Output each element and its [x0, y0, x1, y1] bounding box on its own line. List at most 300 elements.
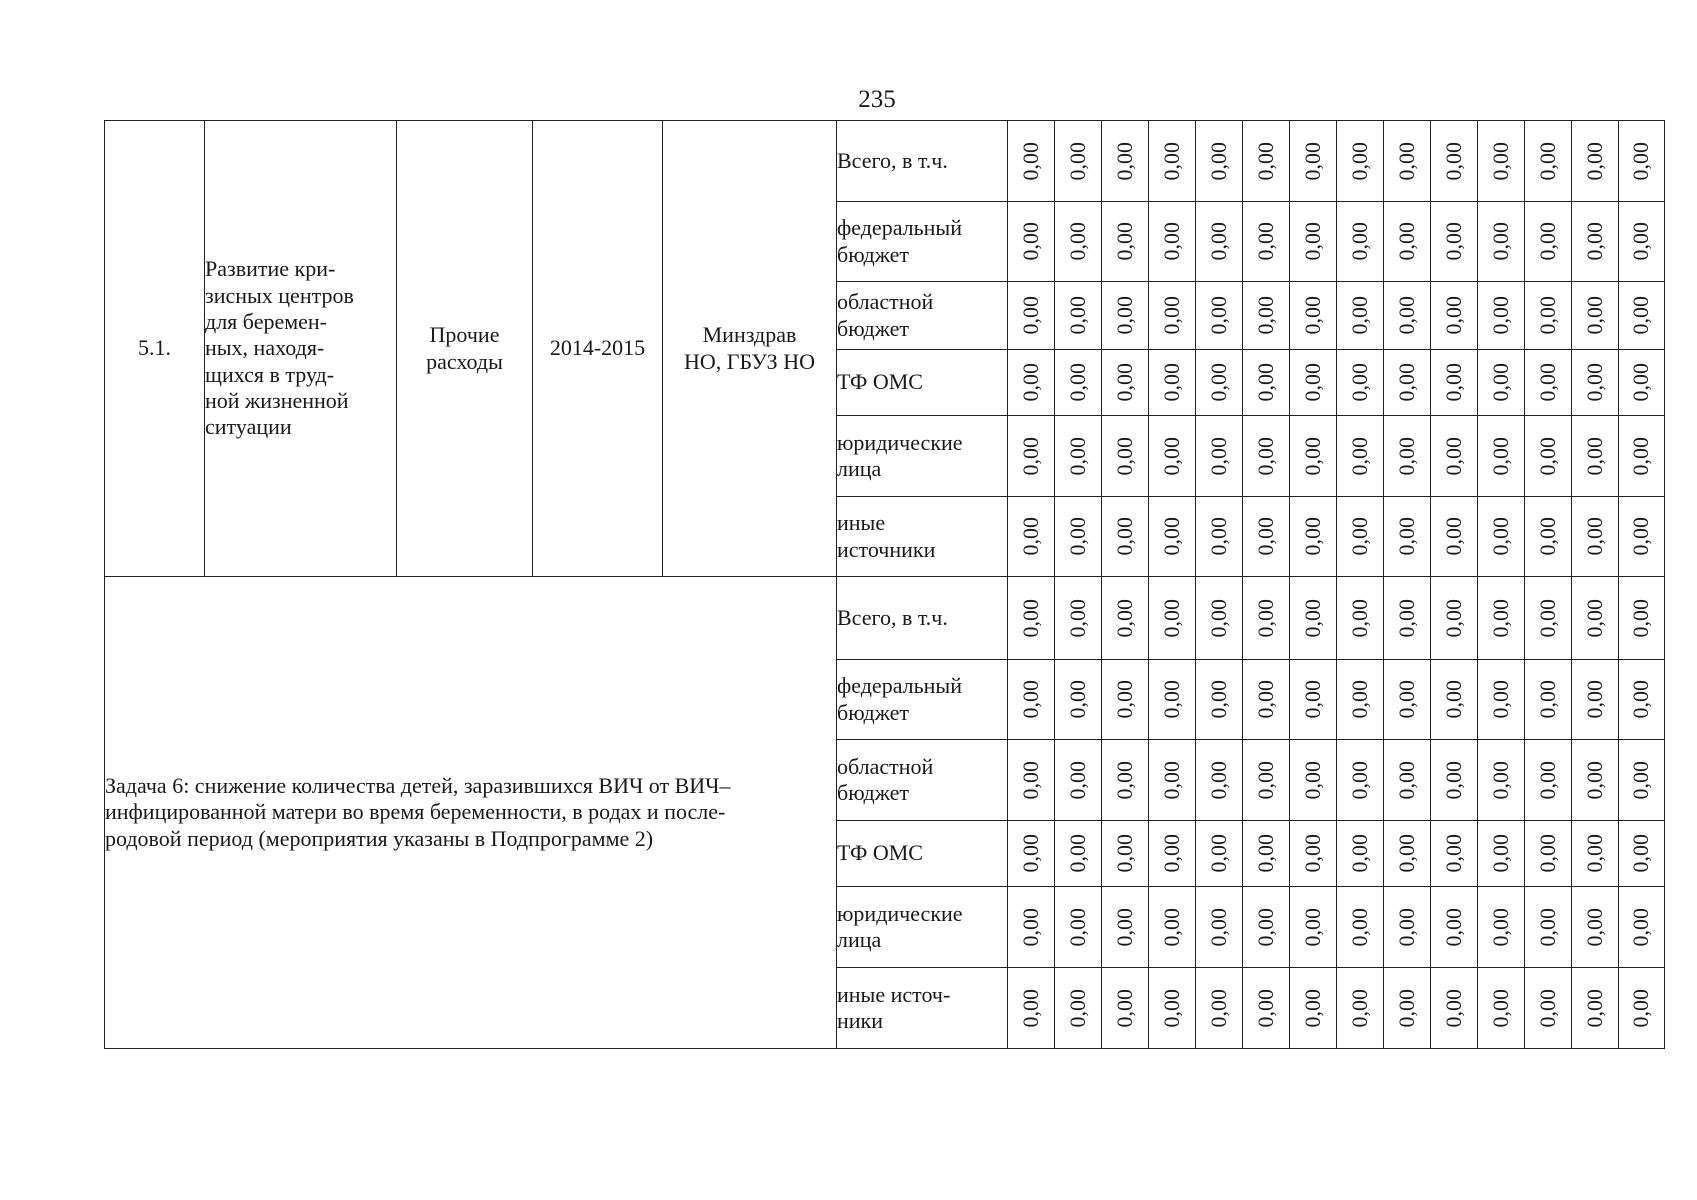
value-cell	[1384, 887, 1431, 968]
value-cell	[1102, 121, 1149, 202]
source-label	[837, 821, 1008, 887]
value-text: 0,00	[1064, 296, 1090, 335]
value-cell	[1337, 497, 1384, 577]
value-text: 0,00	[1346, 436, 1372, 476]
value-cell	[1337, 121, 1384, 202]
value-text: 0,00	[1581, 141, 1607, 181]
value-text: 0,00	[1393, 988, 1419, 1028]
value-cell	[1055, 416, 1102, 497]
value-text: 0,00	[1111, 517, 1137, 556]
value-text: 0,00	[1111, 296, 1137, 335]
value-text: 0,00	[1346, 907, 1372, 947]
value-cell	[1008, 350, 1055, 416]
value-text: 0,00	[1440, 363, 1466, 402]
value-text: 0,00	[1628, 907, 1654, 947]
value-cell	[1478, 121, 1525, 202]
value-text: 0,00	[1299, 436, 1325, 476]
value-cell	[1619, 740, 1665, 821]
value-cell	[1525, 968, 1572, 1049]
value-text: 0,00	[1111, 760, 1137, 800]
value-text: 0,00	[1299, 141, 1325, 181]
value-cell	[1243, 968, 1290, 1049]
source-label-text: областной бюджет	[837, 753, 934, 805]
value-text: 0,00	[1628, 760, 1654, 800]
value-text: 0,00	[1205, 222, 1231, 261]
value-cell	[1572, 202, 1619, 282]
value-text: 0,00	[1487, 436, 1513, 476]
value-cell	[1055, 821, 1102, 887]
value-text: 0,00	[1487, 517, 1513, 556]
source-label-text: федеральный бюджет	[837, 215, 962, 267]
value-text: 0,00	[1252, 907, 1278, 947]
value-cell	[1243, 821, 1290, 887]
value-cell	[1572, 121, 1619, 202]
value-cell	[1337, 821, 1384, 887]
value-cell	[1149, 121, 1196, 202]
value-cell	[1243, 350, 1290, 416]
value-cell	[1431, 350, 1478, 416]
value-cell	[1055, 968, 1102, 1049]
value-cell	[1243, 740, 1290, 821]
value-text: 0,00	[1346, 760, 1372, 800]
value-cell	[1196, 350, 1243, 416]
value-cell	[1102, 577, 1149, 660]
value-text: 0,00	[1205, 760, 1231, 800]
source-label-text: областной бюджет	[837, 289, 934, 341]
value-text: 0,00	[1440, 760, 1466, 800]
value-text: 0,00	[1205, 363, 1231, 402]
value-text: 0,00	[1393, 141, 1419, 181]
value-text: 0,00	[1346, 141, 1372, 181]
value-text: 0,00	[1440, 834, 1466, 873]
value-text: 0,00	[1393, 598, 1419, 638]
value-cell	[1290, 660, 1337, 740]
value-cell	[1008, 416, 1055, 497]
value-text: 0,00	[1064, 222, 1090, 261]
value-cell	[1337, 350, 1384, 416]
source-label-text: ТФ ОМС	[837, 369, 923, 395]
value-text: 0,00	[1628, 598, 1654, 638]
measure-number-text: 5.1.	[138, 335, 171, 361]
value-text: 0,00	[1252, 988, 1278, 1028]
value-cell	[1384, 740, 1431, 821]
value-text: 0,00	[1158, 141, 1184, 181]
value-cell	[1102, 821, 1149, 887]
value-cell	[1243, 121, 1290, 202]
value-text: 0,00	[1158, 598, 1184, 638]
value-text: 0,00	[1487, 760, 1513, 800]
value-cell	[1290, 577, 1337, 660]
value-text: 0,00	[1440, 222, 1466, 261]
value-cell	[1478, 202, 1525, 282]
value-text: 0,00	[1487, 598, 1513, 638]
value-cell	[1525, 887, 1572, 968]
value-text: 0,00	[1299, 296, 1325, 335]
value-cell	[1196, 740, 1243, 821]
value-cell	[1525, 121, 1572, 202]
value-text: 0,00	[1440, 517, 1466, 556]
value-text: 0,00	[1252, 834, 1278, 873]
task-section	[105, 577, 1665, 1049]
expense-type-text: Прочие расходы	[426, 322, 503, 374]
value-cell	[1149, 887, 1196, 968]
value-text: 0,00	[1205, 680, 1231, 719]
value-cell	[1196, 497, 1243, 577]
value-text: 0,00	[1064, 363, 1090, 402]
value-text: 0,00	[1017, 296, 1043, 335]
value-text: 0,00	[1487, 363, 1513, 402]
value-cell	[1572, 660, 1619, 740]
value-text: 0,00	[1111, 834, 1137, 873]
value-cell	[1102, 740, 1149, 821]
value-text: 0,00	[1111, 598, 1137, 638]
measure-section	[105, 121, 1665, 577]
value-cell	[1572, 350, 1619, 416]
measure-name-text: Развитие кри- зисных центров для беремен- ных, находя- щихся в труд- ной жизненной ситуации	[205, 256, 354, 440]
value-text: 0,00	[1017, 517, 1043, 556]
value-cell	[1384, 121, 1431, 202]
source-label	[837, 968, 1008, 1049]
value-text: 0,00	[1158, 907, 1184, 947]
value-text: 0,00	[1158, 834, 1184, 873]
value-cell	[1572, 887, 1619, 968]
budget-table	[104, 120, 1665, 1049]
value-cell	[1102, 202, 1149, 282]
value-cell	[1619, 821, 1665, 887]
value-text: 0,00	[1487, 222, 1513, 261]
value-text: 0,00	[1299, 363, 1325, 402]
value-cell	[1008, 887, 1055, 968]
value-text: 0,00	[1346, 834, 1372, 873]
value-cell	[1478, 740, 1525, 821]
value-cell	[1149, 660, 1196, 740]
task-description-text: Задача 6: снижение количества детей, заразившихся ВИЧ от ВИЧ– инфицированной матери во время беременности, в родах и после- родовой период (мероприятия указаны в Подпрограмме 2)	[105, 772, 731, 851]
value-cell	[1196, 416, 1243, 497]
value-text: 0,00	[1581, 760, 1607, 800]
value-cell	[1478, 497, 1525, 577]
value-cell	[1149, 202, 1196, 282]
source-label-text: ТФ ОМС	[837, 840, 923, 866]
value-cell	[1290, 497, 1337, 577]
value-cell	[1384, 202, 1431, 282]
value-text: 0,00	[1064, 598, 1090, 638]
value-text: 0,00	[1252, 517, 1278, 556]
value-text: 0,00	[1628, 222, 1654, 261]
value-cell	[1384, 968, 1431, 1049]
value-text: 0,00	[1158, 222, 1184, 261]
value-text: 0,00	[1393, 222, 1419, 261]
value-text: 0,00	[1628, 988, 1654, 1028]
expense-type	[397, 121, 533, 577]
value-cell	[1431, 282, 1478, 350]
value-text: 0,00	[1158, 517, 1184, 556]
value-cell	[1196, 282, 1243, 350]
source-label	[837, 740, 1008, 821]
value-text: 0,00	[1393, 296, 1419, 335]
value-text: 0,00	[1487, 141, 1513, 181]
value-cell	[1196, 202, 1243, 282]
value-cell	[1290, 121, 1337, 202]
value-text: 0,00	[1205, 517, 1231, 556]
value-cell	[1149, 968, 1196, 1049]
value-cell	[1478, 282, 1525, 350]
value-text: 0,00	[1534, 760, 1560, 800]
value-cell	[1384, 660, 1431, 740]
value-text: 0,00	[1017, 141, 1043, 181]
value-text: 0,00	[1205, 296, 1231, 335]
value-text: 0,00	[1393, 436, 1419, 476]
value-text: 0,00	[1581, 907, 1607, 947]
value-cell	[1431, 660, 1478, 740]
value-text: 0,00	[1581, 296, 1607, 335]
value-cell	[1572, 740, 1619, 821]
value-text: 0,00	[1252, 141, 1278, 181]
value-text: 0,00	[1017, 680, 1043, 719]
source-label	[837, 497, 1008, 577]
value-text: 0,00	[1440, 907, 1466, 947]
value-cell	[1525, 202, 1572, 282]
value-text: 0,00	[1252, 222, 1278, 261]
value-text: 0,00	[1205, 436, 1231, 476]
task-description	[105, 577, 837, 1049]
source-label	[837, 202, 1008, 282]
value-cell	[1337, 577, 1384, 660]
value-cell	[1431, 821, 1478, 887]
value-text: 0,00	[1111, 141, 1137, 181]
value-cell	[1431, 968, 1478, 1049]
value-text: 0,00	[1440, 680, 1466, 719]
table-row	[105, 577, 1665, 660]
value-cell	[1619, 968, 1665, 1049]
value-cell	[1431, 887, 1478, 968]
value-text: 0,00	[1346, 988, 1372, 1028]
value-text: 0,00	[1346, 680, 1372, 719]
value-cell	[1055, 121, 1102, 202]
value-text: 0,00	[1440, 988, 1466, 1028]
value-cell	[1478, 416, 1525, 497]
value-cell	[1196, 821, 1243, 887]
source-label	[837, 121, 1008, 202]
value-cell	[1055, 282, 1102, 350]
value-cell	[1478, 350, 1525, 416]
value-cell	[1149, 740, 1196, 821]
value-text: 0,00	[1628, 517, 1654, 556]
value-cell	[1149, 350, 1196, 416]
value-text: 0,00	[1581, 680, 1607, 719]
value-cell	[1525, 282, 1572, 350]
value-cell	[1196, 887, 1243, 968]
value-text: 0,00	[1534, 222, 1560, 261]
value-cell	[1619, 577, 1665, 660]
value-text: 0,00	[1487, 907, 1513, 947]
value-text: 0,00	[1534, 517, 1560, 556]
value-cell	[1243, 416, 1290, 497]
value-text: 0,00	[1346, 296, 1372, 335]
value-cell	[1290, 740, 1337, 821]
value-text: 0,00	[1252, 598, 1278, 638]
value-text: 0,00	[1628, 834, 1654, 873]
value-text: 0,00	[1534, 834, 1560, 873]
value-cell	[1290, 282, 1337, 350]
value-text: 0,00	[1064, 517, 1090, 556]
value-text: 0,00	[1534, 141, 1560, 181]
value-text: 0,00	[1017, 907, 1043, 947]
value-text: 0,00	[1299, 222, 1325, 261]
value-text: 0,00	[1017, 760, 1043, 800]
source-label-text: Всего, в т.ч.	[837, 147, 948, 173]
value-text: 0,00	[1111, 907, 1137, 947]
value-text: 0,00	[1064, 141, 1090, 181]
value-cell	[1149, 416, 1196, 497]
value-cell	[1008, 282, 1055, 350]
value-text: 0,00	[1581, 222, 1607, 261]
value-cell	[1572, 968, 1619, 1049]
value-text: 0,00	[1346, 517, 1372, 556]
value-cell	[1431, 416, 1478, 497]
value-text: 0,00	[1487, 834, 1513, 873]
value-text: 0,00	[1205, 988, 1231, 1028]
source-label	[837, 350, 1008, 416]
value-text: 0,00	[1299, 760, 1325, 800]
value-cell	[1525, 821, 1572, 887]
value-text: 0,00	[1252, 436, 1278, 476]
value-cell	[1619, 282, 1665, 350]
value-cell	[1572, 282, 1619, 350]
value-cell	[1008, 121, 1055, 202]
value-cell	[1008, 497, 1055, 577]
value-text: 0,00	[1064, 834, 1090, 873]
value-text: 0,00	[1487, 296, 1513, 335]
value-text: 0,00	[1299, 907, 1325, 947]
value-text: 0,00	[1017, 598, 1043, 638]
measure-period	[533, 121, 663, 577]
value-cell	[1431, 497, 1478, 577]
value-text: 0,00	[1440, 296, 1466, 335]
value-cell	[1149, 282, 1196, 350]
value-text: 0,00	[1111, 680, 1137, 719]
value-text: 0,00	[1111, 436, 1137, 476]
value-text: 0,00	[1487, 988, 1513, 1028]
value-cell	[1055, 202, 1102, 282]
value-cell	[1243, 660, 1290, 740]
value-cell	[1337, 416, 1384, 497]
value-cell	[1572, 416, 1619, 497]
value-text: 0,00	[1393, 517, 1419, 556]
value-text: 0,00	[1017, 436, 1043, 476]
value-cell	[1337, 887, 1384, 968]
value-cell	[1102, 660, 1149, 740]
value-text: 0,00	[1158, 296, 1184, 335]
value-cell	[1055, 887, 1102, 968]
value-text: 0,00	[1017, 988, 1043, 1028]
value-text: 0,00	[1581, 436, 1607, 476]
value-text: 0,00	[1346, 363, 1372, 402]
value-text: 0,00	[1534, 680, 1560, 719]
value-cell	[1243, 887, 1290, 968]
value-cell	[1525, 660, 1572, 740]
source-label-text: иные источ- ники	[837, 981, 951, 1033]
value-cell	[1149, 497, 1196, 577]
value-text: 0,00	[1346, 222, 1372, 261]
value-text: 0,00	[1205, 598, 1231, 638]
value-text: 0,00	[1581, 598, 1607, 638]
value-text: 0,00	[1158, 436, 1184, 476]
value-cell	[1384, 416, 1431, 497]
value-cell	[1055, 660, 1102, 740]
value-text: 0,00	[1487, 680, 1513, 719]
value-cell	[1525, 577, 1572, 660]
source-label-text: федеральный бюджет	[837, 673, 962, 725]
value-cell	[1619, 121, 1665, 202]
value-cell	[1243, 202, 1290, 282]
value-cell	[1243, 497, 1290, 577]
value-text: 0,00	[1064, 907, 1090, 947]
value-cell	[1572, 497, 1619, 577]
value-text: 0,00	[1581, 363, 1607, 402]
value-cell	[1243, 282, 1290, 350]
value-text: 0,00	[1534, 436, 1560, 476]
value-cell	[1290, 887, 1337, 968]
value-text: 0,00	[1158, 363, 1184, 402]
measure-period-text: 2014-2015	[549, 335, 646, 361]
value-text: 0,00	[1205, 907, 1231, 947]
value-text: 0,00	[1017, 834, 1043, 873]
value-cell	[1008, 660, 1055, 740]
source-label-text: Всего, в т.ч.	[837, 604, 948, 630]
value-text: 0,00	[1252, 363, 1278, 402]
value-cell	[1478, 821, 1525, 887]
value-text: 0,00	[1158, 760, 1184, 800]
source-label-text: юридические лица	[837, 900, 963, 952]
source-label	[837, 887, 1008, 968]
value-cell	[1055, 350, 1102, 416]
measure-number	[105, 121, 205, 577]
table-row	[105, 121, 1665, 202]
value-cell	[1055, 577, 1102, 660]
value-text: 0,00	[1628, 296, 1654, 335]
value-cell	[1196, 121, 1243, 202]
value-text: 0,00	[1064, 436, 1090, 476]
value-cell	[1290, 416, 1337, 497]
value-cell	[1149, 577, 1196, 660]
value-cell	[1102, 497, 1149, 577]
value-text: 0,00	[1534, 598, 1560, 638]
value-text: 0,00	[1299, 517, 1325, 556]
value-text: 0,00	[1393, 834, 1419, 873]
page-number: 235	[858, 86, 896, 113]
value-cell	[1478, 660, 1525, 740]
value-cell	[1619, 202, 1665, 282]
value-text: 0,00	[1393, 363, 1419, 402]
value-text: 0,00	[1534, 296, 1560, 335]
value-cell	[1290, 350, 1337, 416]
value-text: 0,00	[1017, 222, 1043, 261]
value-cell	[1102, 416, 1149, 497]
source-label	[837, 416, 1008, 497]
value-cell	[1619, 416, 1665, 497]
measure-executor-text: Минздрав НО, ГБУЗ НО	[684, 322, 815, 374]
value-cell	[1008, 202, 1055, 282]
value-cell	[1290, 968, 1337, 1049]
value-cell	[1384, 821, 1431, 887]
value-text: 0,00	[1064, 680, 1090, 719]
value-cell	[1337, 202, 1384, 282]
value-text: 0,00	[1252, 680, 1278, 719]
value-cell	[1619, 660, 1665, 740]
value-cell	[1478, 577, 1525, 660]
value-cell	[1196, 968, 1243, 1049]
value-cell	[1525, 740, 1572, 821]
